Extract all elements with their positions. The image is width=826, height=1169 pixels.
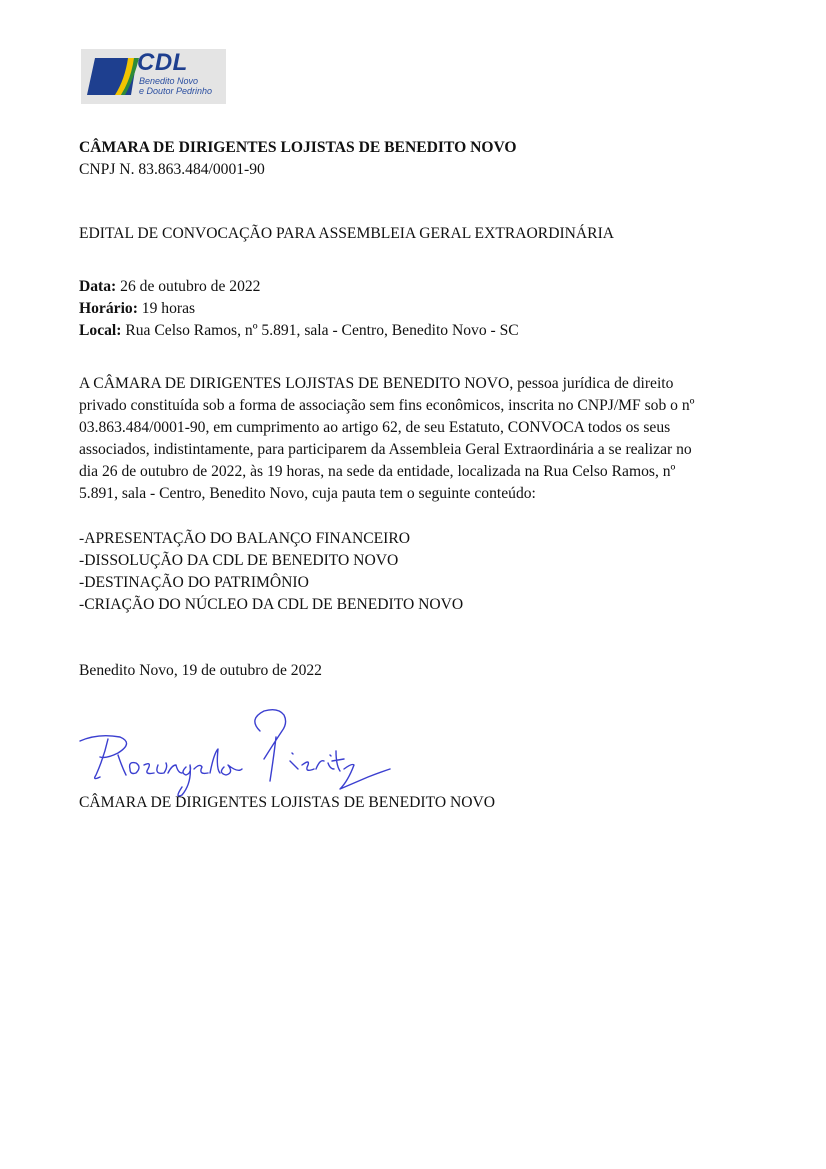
place-label: Local: xyxy=(79,322,122,339)
signatory-name: CÂMARA DE DIRIGENTES LOJISTAS DE BENEDITO NOVO xyxy=(79,794,496,811)
place-and-date: Benedito Novo, 19 de outubro de 2022 xyxy=(79,662,322,679)
body-line: privado constituída sob a forma de associação sem fins econômicos, inscrita no CNPJ/MF sob o nº xyxy=(79,397,695,414)
date-row xyxy=(79,276,759,298)
organization-title: CÂMARA DE DIRIGENTES LOJISTAS DE BENEDITO NOVO xyxy=(79,139,517,156)
edital-title: EDITAL DE CONVOCAÇÃO PARA ASSEMBLEIA GERAL EXTRAORDINÁRIA xyxy=(79,225,615,242)
body-line: 03.863.484/0001-90, em cumprimento ao artigo 62, de seu Estatuto, CONVOCA todos os seus xyxy=(79,419,671,436)
agenda-list xyxy=(79,528,759,616)
time-row xyxy=(79,298,759,320)
cdl-logo xyxy=(81,49,226,104)
body-line: 5.891, sala - Centro, Benedito Novo, cuja pauta tem o seguinte conteúdo: xyxy=(79,485,536,502)
body-line: dia 26 de outubro de 2022, às 19 horas, na sede da entidade, localizada na Rua Celso Ramos, nº xyxy=(79,463,676,480)
meeting-details xyxy=(79,276,759,342)
body-line: associados, indistintamente, para participarem da Assembleia Geral Extraordinária a se realizar no xyxy=(79,441,692,458)
body-line: A CÂMARA DE DIRIGENTES LOJISTAS DE BENEDITO NOVO, pessoa jurídica de direito xyxy=(79,375,674,392)
agenda-item: -APRESENTAÇÃO DO BALANÇO FINANCEIRO xyxy=(79,530,410,547)
date-value: 26 de outubro de 2022 xyxy=(116,278,261,295)
agenda-item: -CRIAÇÃO DO NÚCLEO DA CDL DE BENEDITO NOVO xyxy=(79,596,464,613)
agenda-item: -DESTINAÇÃO DO PATRIMÔNIO xyxy=(79,574,309,591)
agenda-item: -DISSOLUÇÃO DA CDL DE BENEDITO NOVO xyxy=(79,552,399,569)
place-row xyxy=(79,320,759,342)
logo-subtitle-1: Benedito Novo xyxy=(139,76,199,86)
cnpj-number: CNPJ N. 83.863.484/0001-90 xyxy=(79,161,265,178)
logo-text: CDL xyxy=(137,49,188,76)
logo-subtitle-2: e Doutor Pedrinho xyxy=(139,86,213,96)
place-value: Rua Celso Ramos, nº 5.891, sala - Centro, Benedito Novo - SC xyxy=(121,322,519,339)
time-value: 19 horas xyxy=(137,300,196,317)
date-label: Data: xyxy=(79,278,117,295)
handwritten-signature xyxy=(78,703,398,803)
body-paragraph xyxy=(79,373,759,505)
time-label: Horário: xyxy=(79,300,138,317)
